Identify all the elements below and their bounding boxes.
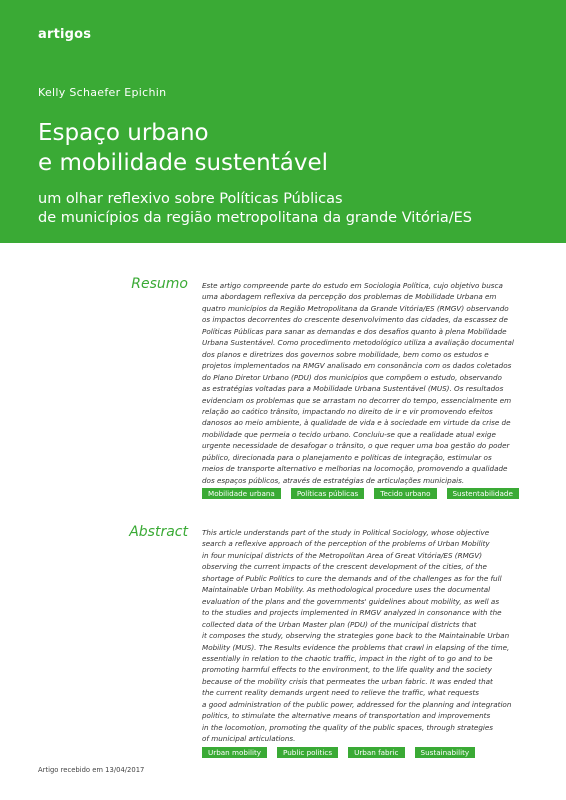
text-line: as estratégias voltadas para a Mobilidade Urbana Sustentável (MUS). Os resultados [202,384,504,394]
keyword-tag: Tecido urbano [374,488,436,499]
text-line: of municipal articulations. [202,734,296,744]
resumo-text [202,280,514,486]
article-title [38,118,328,178]
text-line: Mobility (MUS). The Results evidence the problems that crawl in elapsing of the time, [202,642,510,652]
abstract-text [202,527,511,745]
keyword-tag: Sustentabilidade [447,488,519,499]
subtitle-line: um olhar reflexivo sobre Políticas Públicas [38,191,343,207]
text-line: Urbana Sustentável. Como procedimento metodológico utiliza a avaliação documental [202,338,514,348]
author-name: Kelly Schaefer Epichin [38,86,167,99]
text-line: to the studies and projects implemented in RMGV analyzed in consonance with the [202,608,502,618]
text-line: in four municipal districts of the Metropolitan Area of Great Vitória/ES (RMGV) [202,550,483,560]
text-line: a good administration of the public power, addressed for the planning and integration [202,699,512,709]
text-line: it composes the study, observing the strategies gone back to the Maintainable Urban [202,631,510,641]
text-line: because of the mobility crisis that permeates the urban fabric. It was ended that [202,676,493,686]
text-line: essentially in relation to the chaotic traffic, impact in the right of to go and to be [202,653,493,663]
text-line: This article understands part of the study in Political Sociology, whose objective [202,528,490,537]
abstract-keywords [202,747,475,758]
text-line: dos planos e diretrizes dos governos sobre mobilidade, bem como os estudos e [202,349,489,359]
text-line: danosos ao meio ambiente, à qualidade de vida e à sociedade em virtude da crise de [202,418,511,428]
text-line: Políticas Públicas para sanar as demandas e dos desafios quanto à plena Mobilidade [202,326,507,336]
text-line: evaluation of the plans and the governments' guidelines about mobility, as well as [202,596,500,606]
keyword-tag: Urban fabric [348,747,404,758]
text-line: promoting harmful effects to the environment, to the life quality and the society [202,665,492,675]
text-line: the current reality demands urgent need to relieve the traffic, what requests [202,688,480,698]
text-line: politics, to stimulate the alternative means of transportation and improvements [202,711,491,721]
resumo-keywords [202,488,519,499]
text-line: dos espaços públicos, através de estratégias de articulações municipais. [202,475,465,485]
text-line: Este artigo compreende parte do estudo em Sociologia Política, cujo objetivo busca [202,281,503,290]
text-line: público, direcionada para o planejamento e políticas de integração, estimular os [202,452,492,462]
abstract-heading: Abstract [129,524,188,540]
title-line: e mobilidade sustentável [38,150,329,176]
text-line: meios de transporte alternativo e melhorias na locomoção, promovendo a qualidade [202,464,508,474]
text-line: observing the current impacts of the crescent development of the cities, of the [202,562,487,572]
article-subtitle [38,190,472,228]
text-line: quatro municípios da Região Metropolitana da Grande Vitória/ES (RMGV) observando [202,303,509,313]
keyword-tag: Public politics [277,747,338,758]
subtitle-line: de municípios da região metropolitana da grande Vitória/ES [38,210,473,226]
received-date: Artigo recebido em 13/04/2017 [38,766,145,774]
resumo-heading: Resumo [131,276,188,292]
text-line: uma abordagem reflexiva da percepção dos problemas de Mobilidade Urbana em [202,292,497,302]
title-line: Espaço urbano [38,120,209,146]
text-line: urgente necessidade de desafogar o trânsito, o que requer uma boa gestão do poder [202,441,510,451]
text-line: shortage of Public Politics to cure the demands and of the challenges as for the full [202,573,502,583]
keyword-tag: Políticas públicas [291,488,364,499]
text-line: evidenciam os problemas que se arrastam no decorrer do tempo, essencialmente em [202,395,512,405]
text-line: search a reflexive approach of the perception of the problems of Urban Mobility [202,539,490,549]
text-line: os impactos decorrentes do crescente desenvolvimento das cidades, da escassez de [202,315,508,325]
text-line: relação ao caótico trânsito, impactando no direito de ir e vir promovendo efeitos [202,406,493,416]
keyword-tag: Urban mobility [202,747,267,758]
text-line: projetos implementados na RMGV analisado em consonância com os dados coletados [202,361,512,371]
keyword-tag: Mobilidade urbana [202,488,281,499]
section-label: artigos [38,27,92,42]
keyword-tag: Sustainability [415,747,476,758]
text-line: mobilidade que permeia o tecido urbano. Concluiu-se que a realidade atual exige [202,429,496,439]
text-line: collected data of the Urban Master plan (PDU) of the municipal districts that [202,619,477,629]
text-line: Maintainable Urban Mobility. As methodological procedure uses the documental [202,585,491,595]
text-line: in the locomotion, promoting the quality of the public spaces, through strategies [202,722,494,732]
header-banner [0,0,566,243]
text-line: do Plano Diretor Urbano (PDU) dos municípios que compõem o estudo, observando [202,372,502,382]
